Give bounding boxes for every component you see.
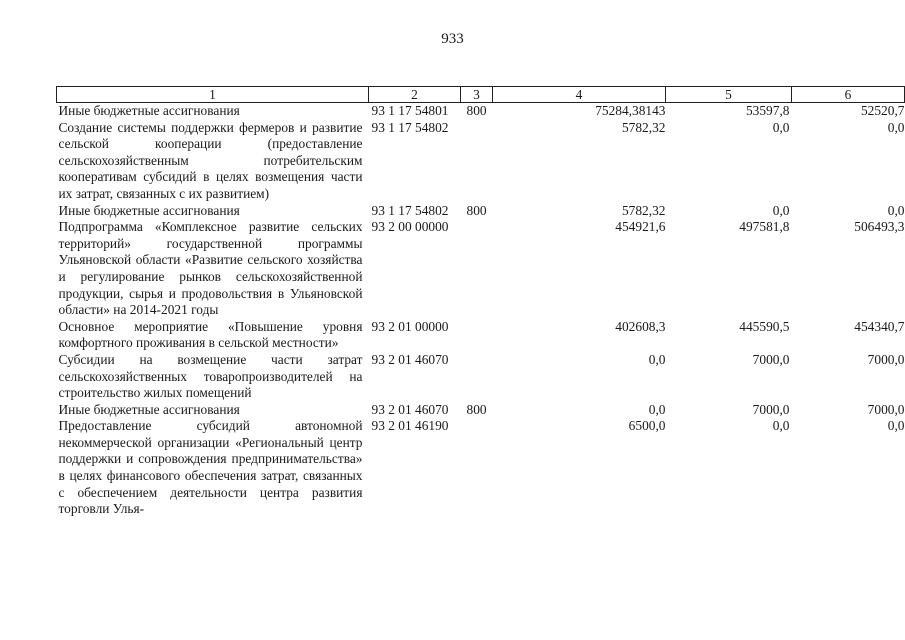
row-code-cell: 93 1 17 54801 (371, 103, 449, 118)
row-value-col5: 0,0 (772, 202, 790, 218)
row-name-cell: Иные бюджетные ассигнования (58, 103, 240, 118)
header-col-4: 4 (493, 87, 666, 103)
row-code-cell: 93 1 17 54802 (371, 202, 449, 218)
row-value-col4: 0,0 (648, 401, 666, 417)
row-code-cell: 93 1 17 54802 (371, 119, 449, 135)
row-value-col6: 52520,7 (860, 103, 905, 118)
row-value-col5: 7000,0 (752, 401, 790, 417)
row-name-cell: Предоставление субсидий автономной некоммерческой организации «Региональный центр поддержки и сопровождения предпринимательства» в целях финансового обеспечения затрат, связанных с обеспечением деятельности центра развития торговли Улья- (58, 418, 363, 517)
table-row (57, 418, 905, 518)
row-name-cell: Подпрограмма «Комплексное развитие сельских территорий» государственной программы Ульяновской области «Развитие сельского хозяйства и регулирование рынков сельскохозяйственной продукции, сырья и продовольствия в Ульяновской области» на 2014-2021 годы (58, 219, 363, 318)
table-row (57, 319, 905, 352)
row-expense-type-cell: 800 (466, 103, 487, 118)
row-expense-type-cell (461, 418, 493, 518)
row-name-cell: Создание системы поддержки фермеров и развитие сельской кооперации (предоставление сельскохозяйственным потребительским кооперативам субсидий в целях возмещения части их затрат, связанных с их развитием) (58, 119, 363, 201)
row-name-cell: Субсидии на возмещение части затрат сельскохозяйственных товаропроизводителей на строительство жилых помещений (58, 351, 363, 401)
header-row (57, 87, 905, 103)
row-expense-type-cell: 800 (466, 401, 487, 417)
row-value-col6: 454340,7 (854, 318, 905, 334)
header-col-6: 6 (792, 87, 905, 103)
row-value-col5: 0,0 (772, 418, 790, 434)
row-value-col5: 7000,0 (752, 351, 790, 367)
row-expense-type-cell (461, 319, 493, 352)
row-value-col4: 5782,32 (621, 202, 666, 218)
row-name-cell: Иные бюджетные ассигнования (58, 202, 240, 218)
table-row (57, 219, 905, 319)
row-value-col6: 0,0 (887, 202, 905, 218)
row-value-col6: 7000,0 (867, 351, 905, 367)
row-value-col4: 5782,32 (621, 119, 666, 135)
row-code-cell: 93 2 00 00000 (371, 219, 449, 235)
row-code-cell: 93 2 01 46070 (371, 351, 449, 367)
row-name-cell: Иные бюджетные ассигнования (58, 401, 240, 417)
row-expense-type-cell (461, 219, 493, 319)
row-expense-type-cell (461, 120, 493, 203)
header-col-2: 2 (369, 87, 461, 103)
row-value-col6: 7000,0 (867, 401, 905, 417)
page-number: 933 (441, 31, 464, 47)
row-value-col5: 53597,8 (745, 103, 790, 118)
row-value-col4: 75284,38143 (595, 103, 666, 118)
row-code-cell: 93 2 01 46190 (371, 418, 449, 434)
table-header (57, 87, 905, 103)
row-expense-type-cell: 800 (466, 202, 487, 218)
row-value-col5: 0,0 (772, 119, 790, 135)
row-code-cell: 93 2 01 00000 (371, 318, 449, 334)
row-value-col6: 0,0 (887, 119, 905, 135)
table-row (57, 120, 905, 203)
header-col-3: 3 (461, 87, 493, 103)
row-value-col6: 506493,3 (854, 219, 905, 235)
row-value-col4: 0,0 (648, 351, 666, 367)
header-col-5: 5 (666, 87, 792, 103)
table-row (57, 103, 905, 120)
table-row (57, 352, 905, 402)
header-col-1: 1 (57, 87, 369, 103)
table-row (57, 203, 905, 220)
row-value-col4: 454921,6 (615, 219, 666, 235)
row-expense-type-cell (461, 352, 493, 402)
table-row (57, 402, 905, 419)
row-value-col5: 497581,8 (739, 219, 790, 235)
row-value-col4: 6500,0 (628, 418, 666, 434)
table-body (57, 103, 905, 518)
row-value-col4: 402608,3 (615, 318, 666, 334)
row-value-col6: 0,0 (887, 418, 905, 434)
row-value-col5: 445590,5 (739, 318, 790, 334)
row-code-cell: 93 2 01 46070 (371, 401, 449, 417)
budget-table (56, 86, 905, 518)
row-name-cell: Основное мероприятие «Повышение уровня комфортного проживания в сельской местности» (58, 318, 363, 351)
